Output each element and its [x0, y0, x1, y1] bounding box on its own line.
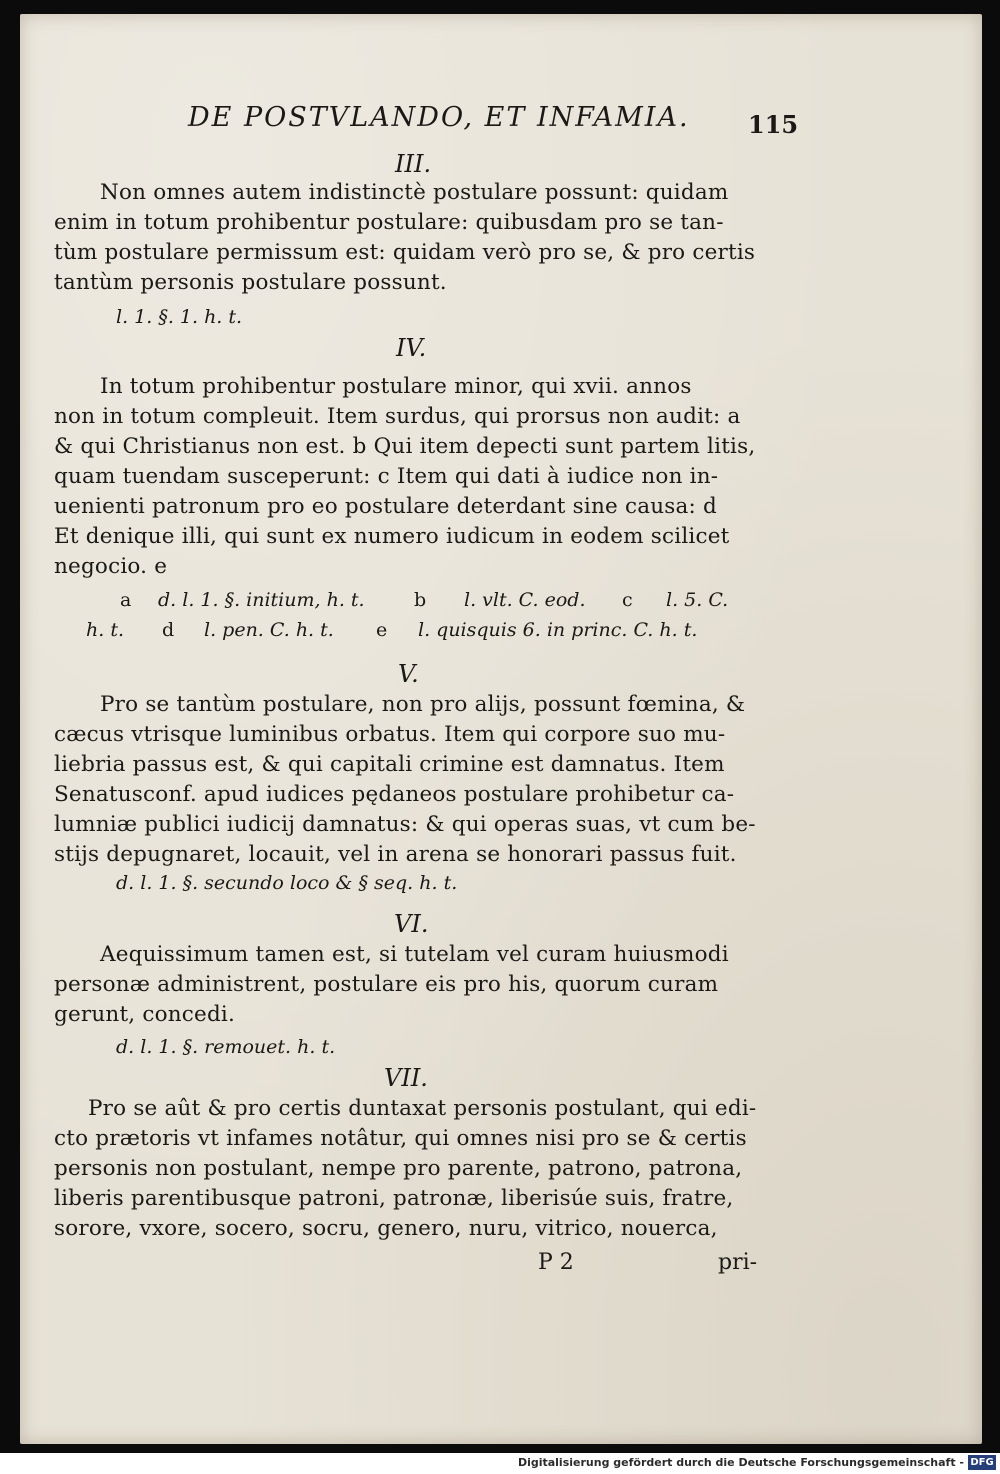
note-letter: e	[376, 619, 388, 641]
text-line: Et denique illi, qui sunt ex numero iudicum in eodem scilicet	[54, 524, 730, 549]
text-line: cto prætoris vt infames notâtur, qui omnes nisi pro se & certis	[54, 1126, 747, 1151]
text-line: Pro se tantùm postulare, non pro alijs, possunt fœmina, &	[100, 692, 746, 717]
book-page	[20, 14, 982, 1444]
text-line: uenienti patronum pro eo postulare deterdant sine causa: d	[54, 494, 717, 519]
citation: l. 1. §. 1. h. t.	[116, 306, 243, 328]
text-line: enim in totum prohibentur postulare: quibusdam pro se tan-	[54, 210, 724, 235]
running-header: DE POSTVLANDO, ET INFAMIA.	[188, 102, 690, 133]
citation: d. l. 1. §. remouet. h. t.	[116, 1036, 336, 1058]
text-line: tantùm personis postulare possunt.	[54, 270, 447, 295]
text-line: Non omnes autem indistinctè postulare possunt: quidam	[100, 180, 729, 205]
text-line: Pro se aût & pro certis duntaxat personis postulant, qui edi-	[88, 1096, 757, 1121]
note-letter: b	[414, 589, 427, 611]
text-line: personæ administrent, postulare eis pro his, quorum curam	[54, 972, 719, 997]
note-citation: h. t.	[86, 619, 124, 641]
section-number: VII.	[384, 1064, 428, 1092]
text-line: non in totum compleuit. Item surdus, qui prorsus non audit: a	[54, 404, 741, 429]
text-line: liberis parentibusque patroni, patronæ, liberisúe suis, fratre,	[54, 1186, 734, 1211]
text-line: sorore, vxore, socero, socru, genero, nuru, vitrico, nouerca,	[54, 1216, 718, 1241]
text-line: negocio. e	[54, 554, 168, 579]
text-line: tùm postulare permissum est: quidam verò pro se, & pro certis	[54, 240, 756, 265]
text-line: liebria passus est, & qui capitali crimine est damnatus. Item	[54, 752, 725, 777]
text-line: lumniæ publici iudicij damnatus: & qui operas suas, vt cum be-	[54, 812, 756, 837]
signature-mark: P 2	[538, 1250, 574, 1275]
note-citation: l. 5. C.	[666, 589, 729, 611]
note-citation: l. quisquis 6. in princ. C. h. t.	[418, 619, 698, 641]
text-line: In totum prohibentur postulare minor, qui xvii. annos	[100, 374, 692, 399]
section-number: IV.	[396, 334, 427, 362]
citation: d. l. 1. §. secundo loco & § seq. h. t.	[116, 872, 458, 894]
text-line: Senatusconf. apud iudices pędaneos postulare prohibetur ca-	[54, 782, 735, 807]
note-citation: l. vlt. C. eod.	[464, 589, 586, 611]
text-line: stijs depugnaret, locauit, vel in arena se honorari passus fuit.	[54, 842, 737, 867]
text-line: Aequissimum tamen est, si tutelam vel curam huiusmodi	[100, 942, 729, 967]
catchword: pri-	[718, 1250, 758, 1275]
section-number: VI.	[394, 910, 429, 938]
note-letter: d	[162, 619, 175, 641]
dfg-logo: DFG	[968, 1455, 996, 1470]
section-number: III.	[395, 150, 432, 178]
page-number: 115	[748, 110, 799, 139]
note-letter: a	[120, 589, 132, 611]
note-letter: c	[622, 589, 633, 611]
text-line: personis non postulant, nempe pro parente, patrono, patrona,	[54, 1156, 743, 1181]
text-line: & qui Christianus non est. b Qui item depecti sunt partem litis,	[54, 434, 756, 459]
note-citation: l. pen. C. h. t.	[204, 619, 334, 641]
text-line: quam tuendam susceperunt: c Item qui dati à iudice non in-	[54, 464, 719, 489]
text-line: gerunt, concedi.	[54, 1002, 236, 1027]
text-line: cæcus vtrisque luminibus orbatus. Item qui corpore suo mu-	[54, 722, 726, 747]
footer-bar	[0, 1453, 1000, 1474]
note-citation: d. l. 1. §. initium, h. t.	[158, 589, 365, 611]
funding-credit: Digitalisierung gefördert durch die Deutsche Forschungsgemeinschaft -	[517, 1456, 964, 1469]
section-number: V.	[398, 660, 419, 688]
